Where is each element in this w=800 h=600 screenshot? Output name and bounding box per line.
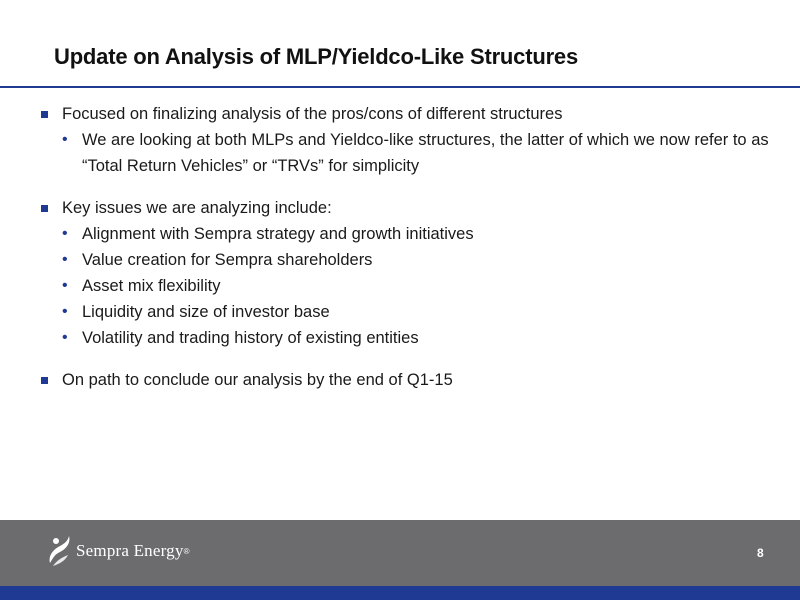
dot-bullet-icon: • (62, 131, 68, 148)
sub-bullet-text: We are looking at both MLPs and Yieldco-like structures, the latter of which we now refer to as “Total Return Vehicles” or “TRVs” for simplicity (82, 131, 769, 175)
sub-bullet-text: Liquidity and size of investor base (82, 303, 330, 321)
bullet-text: On path to conclude our analysis by the end of Q1-15 (62, 371, 453, 389)
sub-bullet-item (0, 325, 800, 351)
square-bullet-icon (41, 377, 48, 384)
sub-bullet-text: Alignment with Sempra strategy and growth initiatives (82, 225, 474, 243)
dot-bullet-icon: • (62, 277, 68, 294)
bullet-item (0, 195, 800, 221)
square-bullet-icon (41, 205, 48, 212)
sub-bullet-item (0, 273, 800, 299)
dot-bullet-icon: • (62, 225, 68, 242)
logo-text: Sempra Energy (76, 541, 184, 560)
square-bullet-icon (41, 111, 48, 118)
bullet-item (0, 367, 800, 393)
sub-bullet-item (0, 221, 800, 247)
sub-bullet-item (0, 299, 800, 325)
slide-title: Update on Analysis of MLP/Yieldco-Like Structures (54, 44, 579, 69)
sub-bullet-text: Value creation for Sempra shareholders (82, 251, 373, 269)
bullet-text: Focused on finalizing analysis of the pros/cons of different structures (62, 105, 563, 123)
dot-bullet-icon: • (62, 303, 68, 320)
sub-bullet-item (0, 127, 800, 179)
page-number: 8 (757, 546, 764, 560)
dot-bullet-icon: • (62, 251, 68, 268)
bullet-text: Key issues we are analyzing include: (62, 199, 332, 217)
sub-bullet-text: Volatility and trading history of existing entities (82, 329, 419, 347)
bullet-item (0, 101, 800, 127)
registered-mark: ® (183, 546, 190, 556)
dot-bullet-icon: • (62, 329, 68, 346)
sub-bullet-item (0, 247, 800, 273)
company-logo (44, 533, 189, 569)
footer-stripe (0, 586, 800, 600)
sub-bullet-text: Asset mix flexibility (82, 277, 221, 295)
title-divider (0, 86, 800, 88)
sempra-swirl-icon (44, 533, 74, 569)
slide-content (0, 101, 800, 393)
